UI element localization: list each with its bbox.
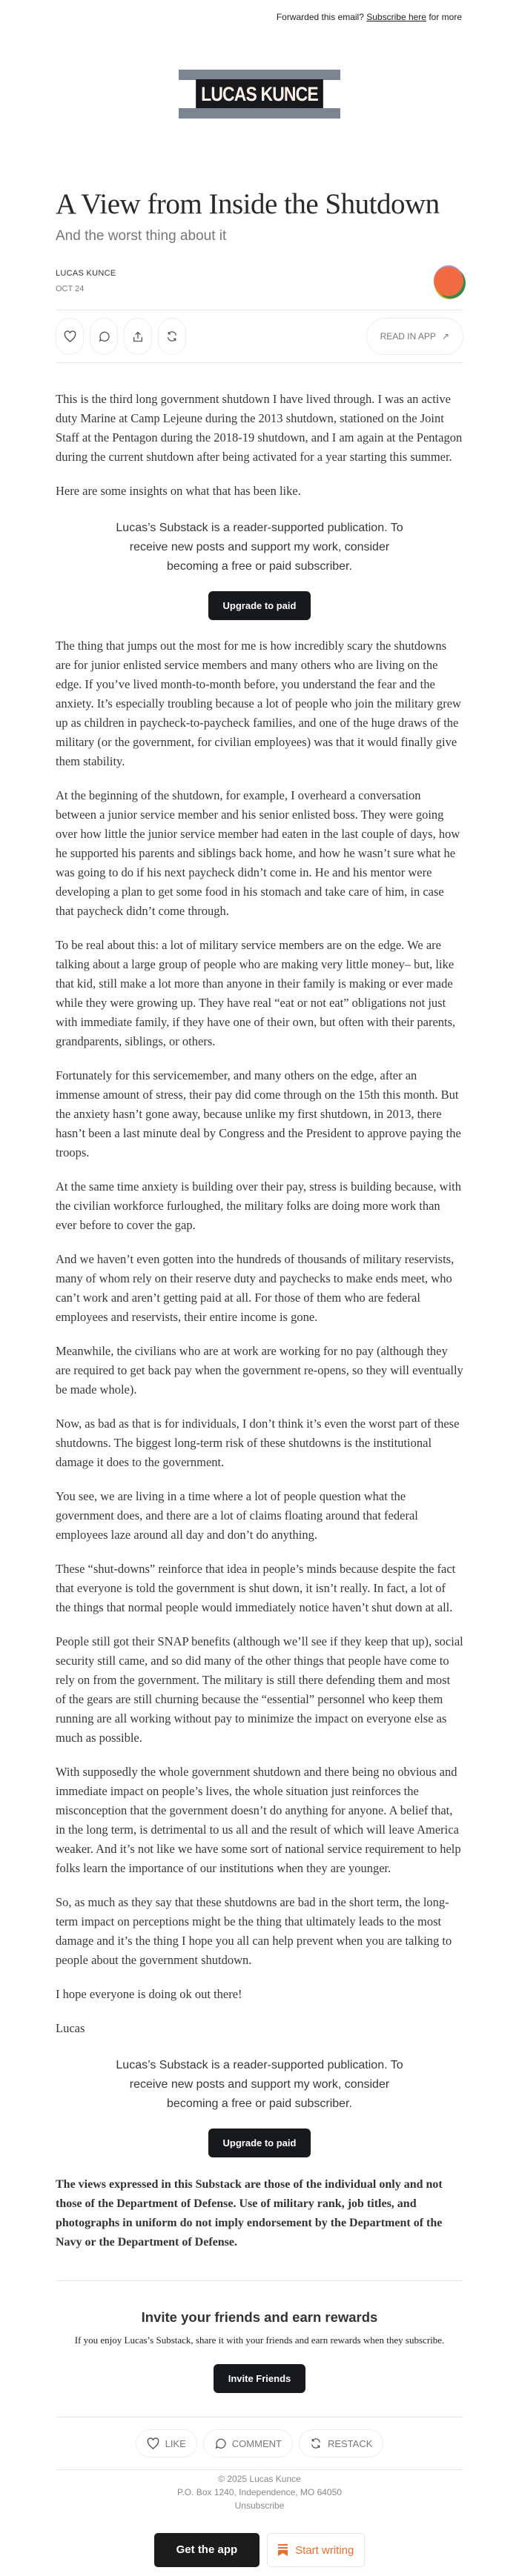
paragraph: People still got their SNAP benefits (although we’ll see if they keep that up), social security still came, and so did many of the other things that people have come to rely on from the government. The military is still there defending them and most of the gears are still churning because the “essential” personnel who keep them running are all working without pay to minimize the impact on everyone else as much as possible. — [56, 1634, 463, 1745]
paragraph: At the beginning of the shutdown, for example, I overheard a conversation between a junior service member and his senior enlisted boss. They were going over how little the junior service member had eaten in the last couple of days, how he supported his parents and siblings back home, and how he wasn’t sure what he was going to do if his next paycheck didn’t come in. He and his mentor were developing a plan to get some food in his stomach and take care of him, in case that paycheck didn’t come through. — [56, 788, 460, 918]
paragraph: Fortunately for this servicemember, and many others on the edge, after an immense amount of stress, their pay did come through on the 15th this month. But the anxiety hasn’t gone away, because unlike my first shutdown, in 2013, there hasn’t been a last minute deal by Congress and the President to approve paying the troops. — [56, 1068, 461, 1159]
logo-text: LUCAS KUNCE — [196, 79, 323, 109]
upgrade-button[interactable]: Upgrade to paid — [208, 2129, 311, 2157]
comment-icon — [98, 330, 110, 342]
invite-text: If you enjoy Lucas’s Substack, share it with your friends and earn rewards when they subscribe. — [74, 2334, 445, 2346]
subscribe-link[interactable]: Subscribe here — [366, 12, 426, 22]
restack-button[interactable] — [158, 318, 186, 355]
cta-text: Lucas’s Substack is a reader-supported publication. To receive new posts and support my work, consider becoming a free or paid subscriber. — [116, 522, 403, 573]
share-button[interactable] — [124, 318, 152, 355]
heart-icon — [147, 2437, 159, 2449]
get-app-button[interactable]: Get the app — [154, 2533, 260, 2567]
restack-pill-button[interactable] — [299, 2429, 383, 2457]
post-subtitle: And the worst thing about it — [56, 228, 227, 244]
comment-pill-button[interactable] — [203, 2429, 293, 2457]
heart-icon — [64, 330, 76, 342]
invite-friends-button[interactable]: Invite Friends — [214, 2364, 306, 2393]
address: P.O. Box 1240, Independence, MO 64050 — [177, 2487, 342, 2497]
like-pill-button[interactable] — [136, 2429, 197, 2457]
logo-bar-top — [179, 70, 340, 80]
post-title[interactable]: A View from Inside the Shutdown — [56, 188, 440, 220]
logo-bar-bottom — [179, 108, 340, 119]
post-meta — [56, 261, 463, 301]
footer — [56, 2470, 463, 2512]
app-buttons — [56, 2533, 463, 2567]
cta-text: Lucas’s Substack is a reader-supported publication. To receive new posts and support my work, consider becoming a free or paid subscriber. — [116, 2059, 403, 2110]
like-button[interactable] — [56, 318, 84, 355]
social-actions — [56, 2417, 463, 2469]
start-writing-button[interactable] — [267, 2533, 365, 2567]
invite-section — [56, 2281, 463, 2417]
arrow-up-right-icon: ↗ — [441, 331, 449, 342]
unsubscribe-link[interactable]: Unsubscribe — [234, 2500, 285, 2511]
comment-button[interactable] — [90, 318, 118, 355]
post-actions — [56, 310, 463, 362]
paragraph: You see, we are living in a time where a lot of people question what the government does, and there are a lot of claims floating around that federal employees laze around all day and don’t do anything. — [56, 1489, 418, 1542]
paragraph: These “shut-downs” reinforce that idea in people’s minds because despite the fact that everyone is told the government is shut down, it isn’t really. In fact, a lot of the things that normal people would immediately notice haven’t shut down at all. — [56, 1562, 456, 1614]
invite-heading: Invite your friends and earn rewards — [141, 2309, 378, 2325]
paragraph: Here are some insights on what that has been like. — [56, 484, 301, 498]
start-writing-label: Start writing — [295, 2543, 354, 2557]
comment-label: COMMENT — [231, 2437, 282, 2449]
like-label: LIKE — [165, 2437, 186, 2449]
paragraph: The thing that jumps out the most for me is how incredibly scary the shutdowns are for junior enlisted service members and many others who are living on the edge. If you’ve lived month-to-month before, you understand the fear and the anxiety. It’s especially troubling because a lot of people who join the military grew up as children in paycheck-to-paycheck families, and one of the huge draws of the military (or the government, for civilian employees) was that it would finally give them stability. — [56, 639, 461, 768]
post-body — [56, 363, 463, 2252]
paragraph: And we haven’t even gotten into the hundreds of thousands of military reservists, many of whom rely on their reserve duty and paychecks to make ends meet, who can’t work and aren’t getting paid at all. For those of them who are federal employees and reservists, their entire income is gone. — [56, 1252, 454, 1324]
comment-icon — [214, 2437, 226, 2449]
paragraph: So, as much as they say that these shutdowns are bad in the short term, the long-term impact on perceptions might be the thing that ultimately leads to the most damage and it’s the thing I hope you all can help prevent when you are talking to people about the government shutdown. — [56, 1895, 452, 1967]
share-icon — [132, 330, 144, 343]
subscribe-cta — [56, 516, 463, 636]
for-more-text: for more — [429, 12, 462, 22]
forward-notice — [0, 0, 519, 28]
upgrade-button[interactable]: Upgrade to paid — [208, 591, 311, 620]
paragraph: This is the third long government shutdown I have lived through. I was an active duty Marine at Camp Lejeune during the 2013 shutdown, stationed on the Joint Staff at the Pentagon during the 2018-19 shutdown, and I am again at the Pentagon during the current shutdown after being activated for a year starting this summer. — [56, 392, 463, 464]
forward-text: Forwarded this email? — [276, 12, 364, 22]
paragraph: With supposedly the whole government shutdown and there being no obvious and immediate impact on people’s lives, the whole situation just reinforces the misconception that the government doesn’t do anything for anyone. A belief that, in the long term, is detrimental to us all and the result of which will leave America weaker. And it’s not like we have some sort of national service requirement to help folks learn the importance of our institutions when they are younger. — [56, 1765, 461, 1875]
publication-logo[interactable] — [179, 70, 340, 119]
bookmark-icon — [278, 2544, 288, 2556]
disclaimer: The views expressed in this Substack are those of the individual only and not those of the Department of Defense. Use of military rank, job titles, and photographs in uniform do not imply endorsement by the Department of the Navy or the Department of Defense. — [56, 2178, 443, 2249]
read-in-app-button[interactable] — [366, 318, 463, 355]
post-date: OCT 24 — [56, 284, 85, 293]
paragraph: I hope everyone is doing ok out there! — [56, 1987, 242, 2001]
paragraph: At the same time anxiety is building over their pay, stress is building because, with the civilian workforce furloughed, the military folks are doing more work than ever before to cover the gap. — [56, 1179, 461, 1232]
author-name[interactable]: LUCAS KUNCE — [56, 268, 116, 278]
restack-label: RESTACK — [327, 2437, 373, 2449]
paragraph: Now, as bad as that is for individuals, I don’t think it’s even the worst part of these shutdowns. The biggest long-term risk of these shutdowns is the institutional damage it does to the government. — [56, 1417, 460, 1469]
signature: Lucas — [56, 2021, 85, 2035]
subscribe-cta-bottom — [56, 2053, 463, 2174]
restack-icon — [166, 330, 178, 342]
read-in-app-label: READ IN APP — [380, 331, 436, 342]
restack-icon — [310, 2437, 322, 2449]
copyright: © 2025 Lucas Kunce — [218, 2474, 301, 2484]
author-avatar[interactable] — [434, 265, 463, 296]
paragraph: Meanwhile, the civilians who are at work are working for no pay (although they are required to get back pay when the government re-opens, so they will eventually be made whole). — [56, 1344, 463, 1397]
paragraph: To be real about this: a lot of military service members are on the edge. We are talking about a large group of people who are making very little money– but, like that kid, still make a lot more than anyone in their family is making or ever made while they were growing up. They have real “eat or not eat” obligations not just with immediate family, if they have one of their own, but often with their parents, grandparents, siblings, or others. — [56, 938, 456, 1048]
